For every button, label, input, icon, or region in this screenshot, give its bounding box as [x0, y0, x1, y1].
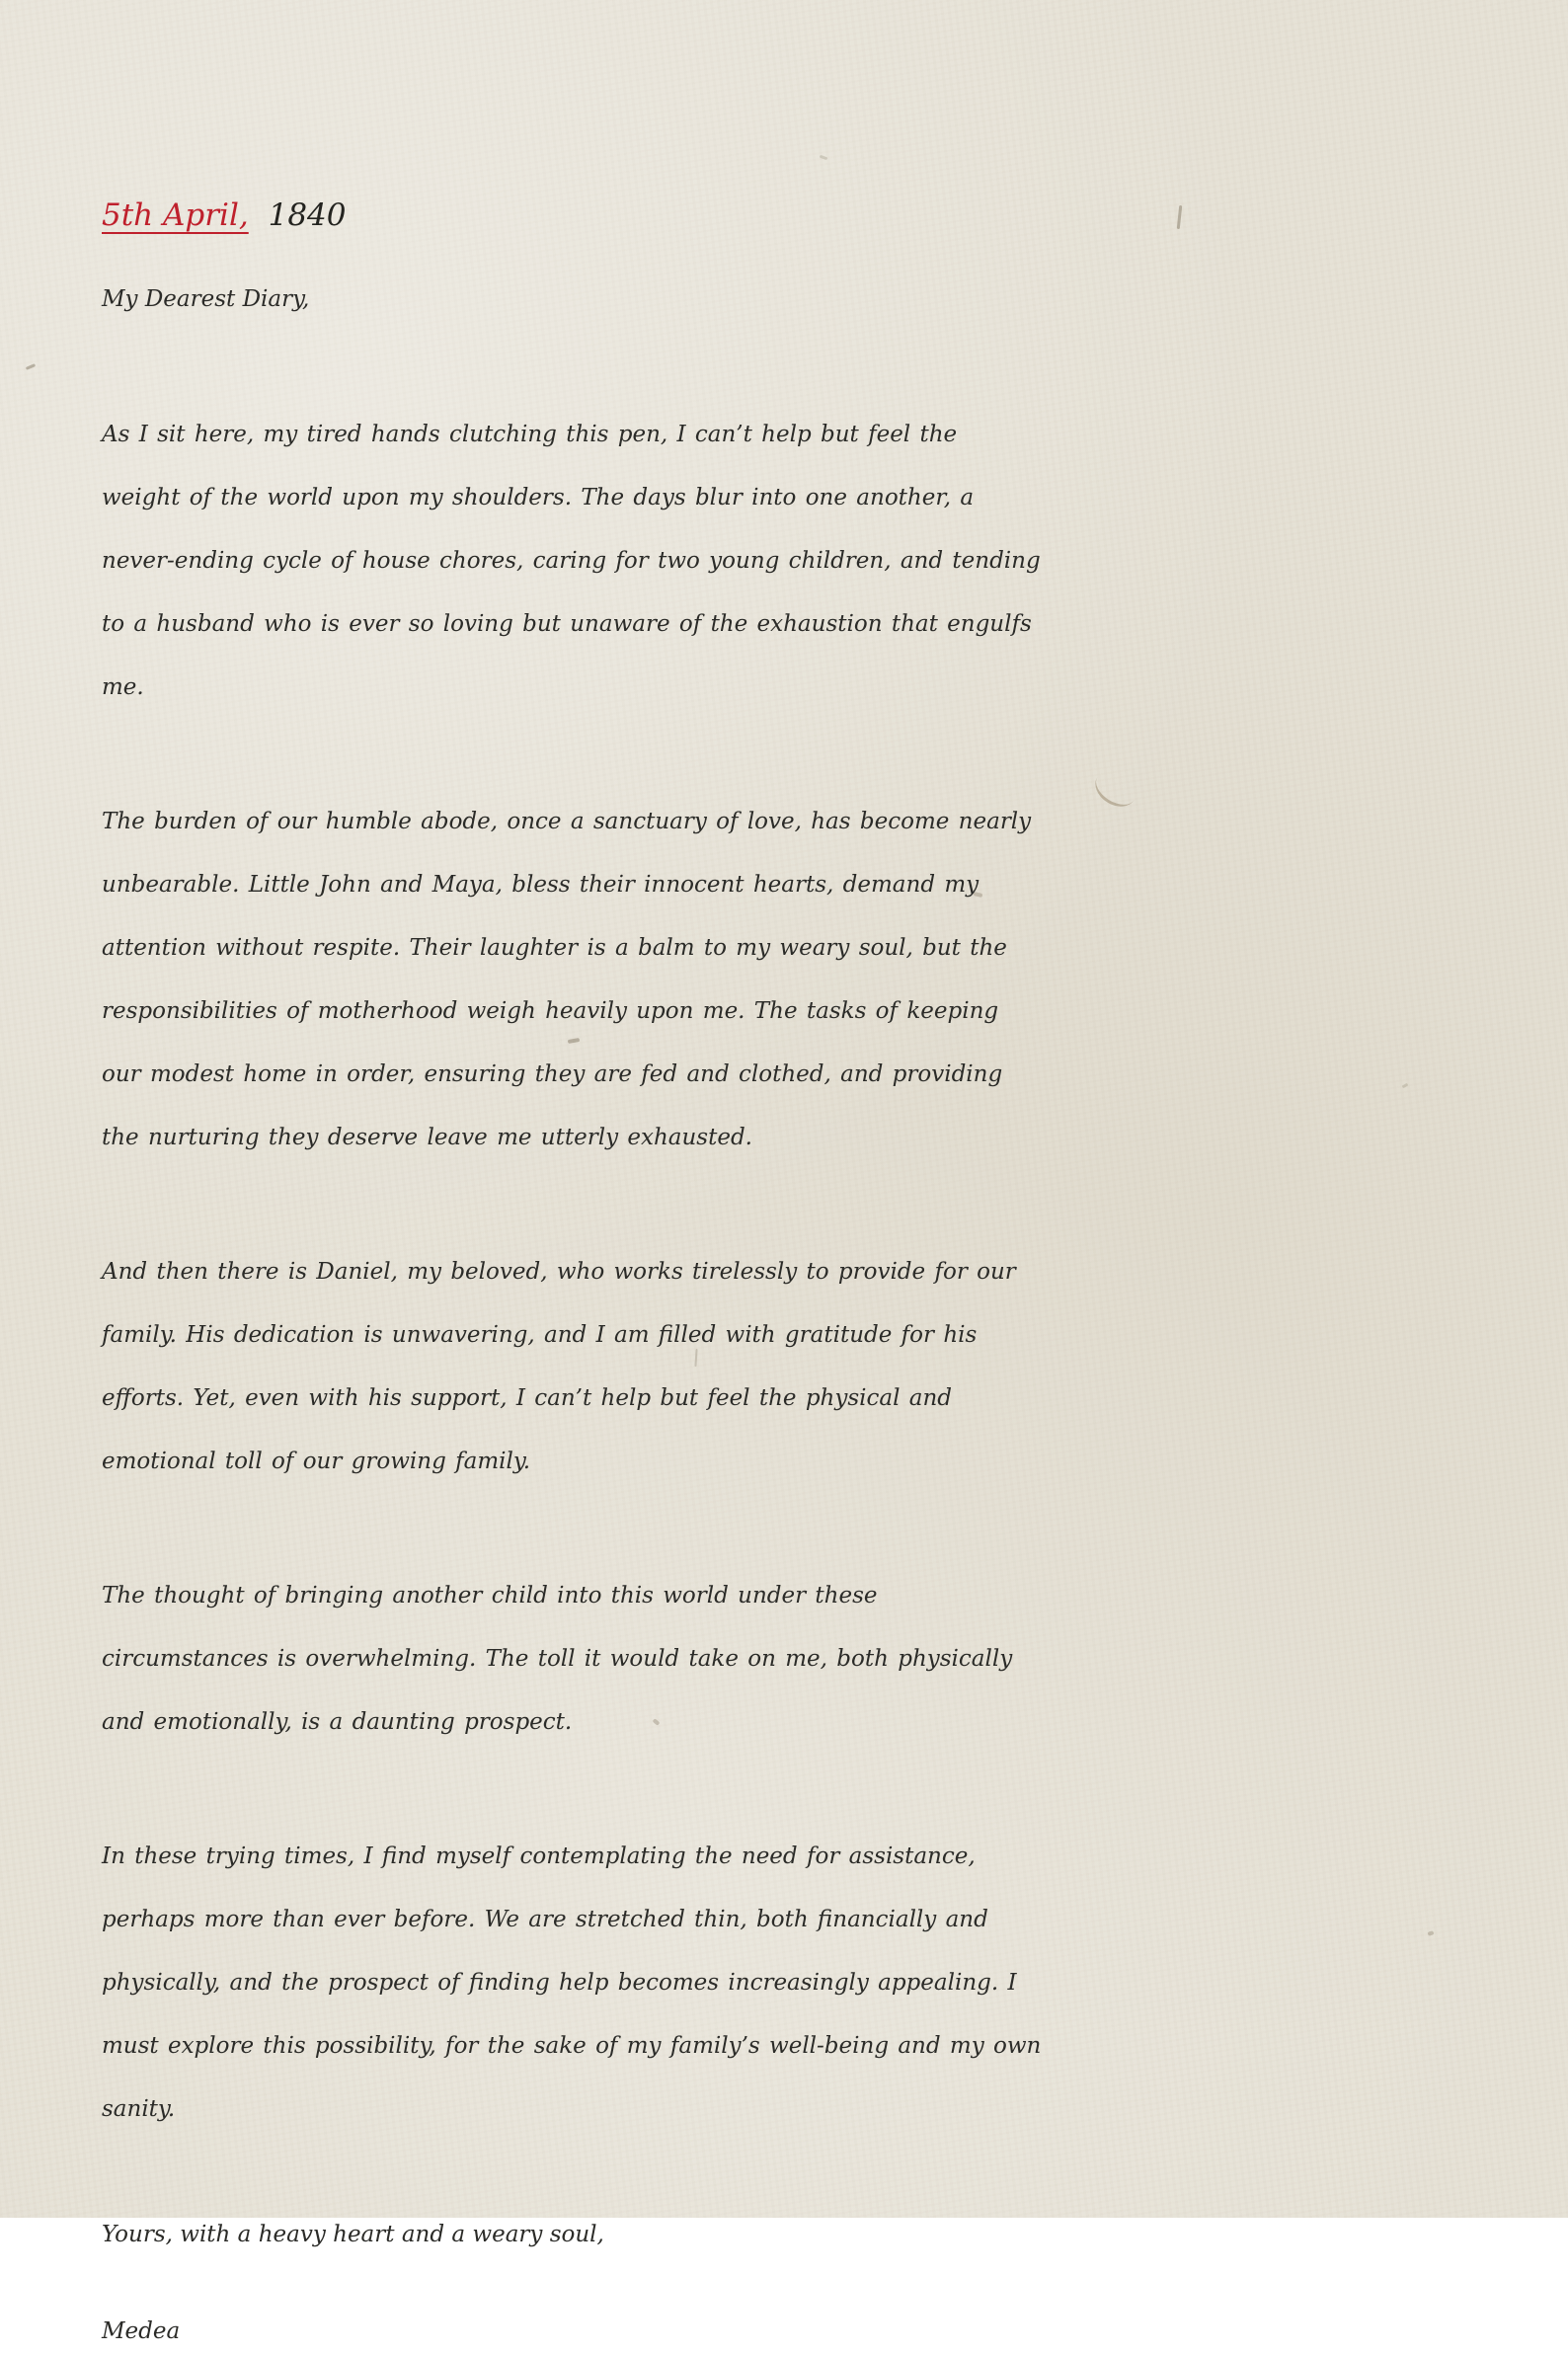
letter-signature: Medea	[102, 2318, 181, 2344]
letter-paragraph: In these trying times, I find myself contemplating the need for assistance, perhaps more than ever before. We are stretched thin, both financially and physically, and the prospect of finding help becomes increasingly appealing. I must explore this possibility, for the sake of my family’s well-being and my own sanity.	[102, 1844, 1042, 2122]
letter-paragraph: And then there is Daniel, my beloved, who works tirelessly to provide for our family. His dedication is unwavering, and I am filled with gratitude for his efforts. Yet, even with his support, I can’t help but feel the physical and emotional toll of our growing family.	[102, 1259, 1016, 1474]
letter-paragraph: The burden of our humble abode, once a sanctuary of love, has become nearly unbearable. Little John and Maya, bless their innocent hearts, demand my attention without respite. Their laughter is a balm to my weary soul, but the responsibilities of motherhood weigh heavily upon me. The tasks of keeping our modest home in order, ensuring they are fed and clothed, and providing the nurturing they deserve leave me utterly exhausted.	[102, 809, 1032, 1150]
letter-paragraph: As I sit here, my tired hands clutching this pen, I can’t help but feel the weight of the world upon my shoulders. The days blur into one another, a never-ending cycle of house chores, caring for two young children, and tending to a husband who is ever so loving but unaware of the exhaustion that engulfs me.	[102, 422, 1041, 700]
paper-fiber	[26, 363, 36, 370]
paper-fiber	[1089, 763, 1143, 814]
letter-greeting: My Dearest Diary,	[102, 286, 310, 312]
letter-paragraph: The thought of bringing another child into this world under these circumstances is overwhelming. The toll it would take on me, both physically and emotionally, is a daunting prospect.	[102, 1583, 1013, 1735]
letter-body	[102, 194, 1042, 2354]
paper-fiber	[1402, 1083, 1409, 1089]
letter-date-year: 1840	[268, 197, 347, 233]
letter-date-day: 5th April,	[102, 197, 249, 233]
letter-closing: Yours, with a heavy heart and a weary soul,	[102, 2222, 604, 2247]
paper-fiber	[820, 155, 828, 161]
letter-date	[102, 194, 1042, 237]
paper-fiber	[1428, 1930, 1435, 1936]
paper-fiber	[1177, 205, 1182, 229]
